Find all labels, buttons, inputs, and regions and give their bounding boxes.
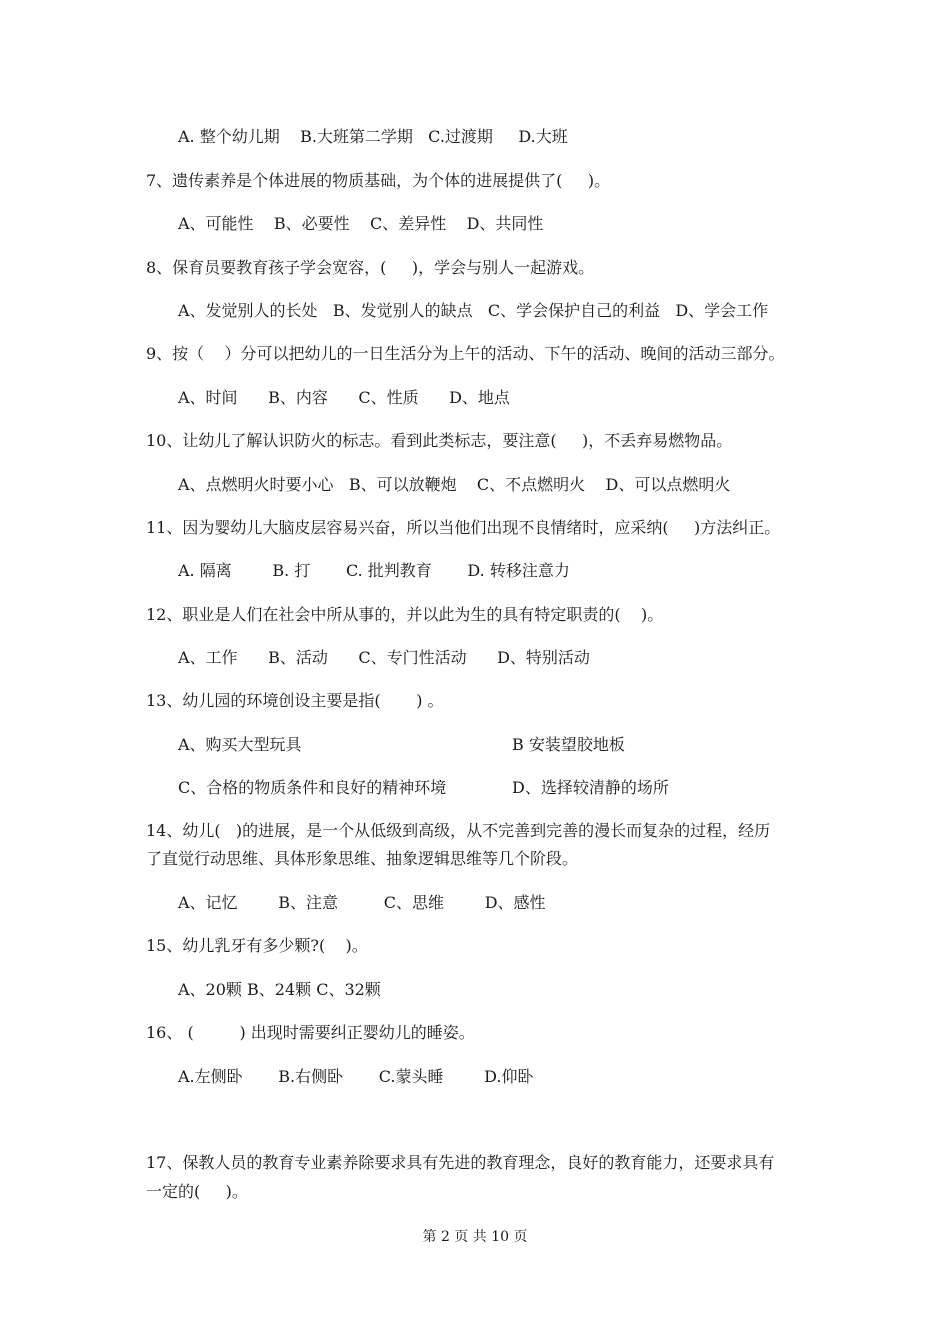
question-13: 13、幼儿园的环境创设主要是指( ) 。 <box>146 691 444 710</box>
question-13-option-c: C、合格的物质条件和良好的精神环境 <box>178 778 447 797</box>
question-13-option-b: B 安装望胶地板 <box>512 735 625 754</box>
question-14-options: A、记忆 B、注意 C、思维 D、感性 <box>178 893 546 912</box>
question-8: 8、保育员要教育孩子学会宽容，( )，学会与别人一起游戏。 <box>146 258 595 277</box>
question-9: 9、按（ ）分可以把幼儿的一日生活分为上午的活动、下午的活动、晚间的活动三部分。 <box>146 344 785 363</box>
q6-options: A. 整个幼儿期 B.大班第二学期 C.过渡期 D.大班 <box>178 127 568 146</box>
question-11: 11、因为婴幼儿大脑皮层容易兴奋，所以当他们出现不良情绪时，应采纳( )方法纠正。 <box>146 518 781 537</box>
question-16-options: A.左侧卧 B.右侧卧 C.蒙头睡 D.仰卧 <box>178 1067 534 1086</box>
question-10-options: A、点燃明火时要小心 B、可以放鞭炮 C、不点燃明火 D、可以点燃明火 <box>178 475 731 494</box>
question-7-options: A、可能性 B、必要性 C、差异性 D、共同性 <box>178 214 544 233</box>
question-7: 7、遗传素养是个体进展的物质基础，为个体的进展提供了( )。 <box>146 171 611 190</box>
question-17-cont: 一定的( )。 <box>146 1182 248 1201</box>
question-11-options: A. 隔离 B. 打 C. 批判教育 D. 转移注意力 <box>178 561 570 580</box>
question-12-options: A、工作 B、活动 C、专门性活动 D、特别活动 <box>178 648 590 667</box>
question-8-options: A、发觉别人的长处 B、发觉别人的缺点 C、学会保护自己的利益 D、学会工作 <box>178 301 769 320</box>
question-15-options: A、20颗 B、24颗 C、32颗 <box>178 980 381 999</box>
page-number-footer: 第 2 页 共 10 页 <box>422 1229 528 1245</box>
question-10: 10、让幼儿了解认识防火的标志。看到此类标志，要注意( )，不丢弃易燃物品。 <box>146 431 733 450</box>
question-16: 16、 ( ) 出现时需要纠正婴幼儿的睡姿。 <box>146 1023 475 1042</box>
question-15: 15、幼儿乳牙有多少颗?( )。 <box>146 936 368 955</box>
question-13-option-a: A、购买大型玩具 <box>178 735 302 754</box>
question-17: 17、保教人员的教育专业素养除要求具有先进的教育理念，良好的教育能力，还要求具有 <box>146 1153 775 1172</box>
question-14: 14、幼儿( )的进展，是一个从低级到高级，从不完善到完善的漫长而复杂的过程，经历 <box>146 821 771 840</box>
question-12: 12、职业是人们在社会中所从事的，并以此为生的具有特定职责的( )。 <box>146 605 664 624</box>
question-14-cont: 了直觉行动思维、具体形象思维、抽象逻辑思维等几个阶段。 <box>146 849 579 868</box>
question-13-option-d: D、选择较清静的场所 <box>512 778 669 797</box>
question-9-options: A、时间 B、内容 C、性质 D、地点 <box>178 388 510 407</box>
